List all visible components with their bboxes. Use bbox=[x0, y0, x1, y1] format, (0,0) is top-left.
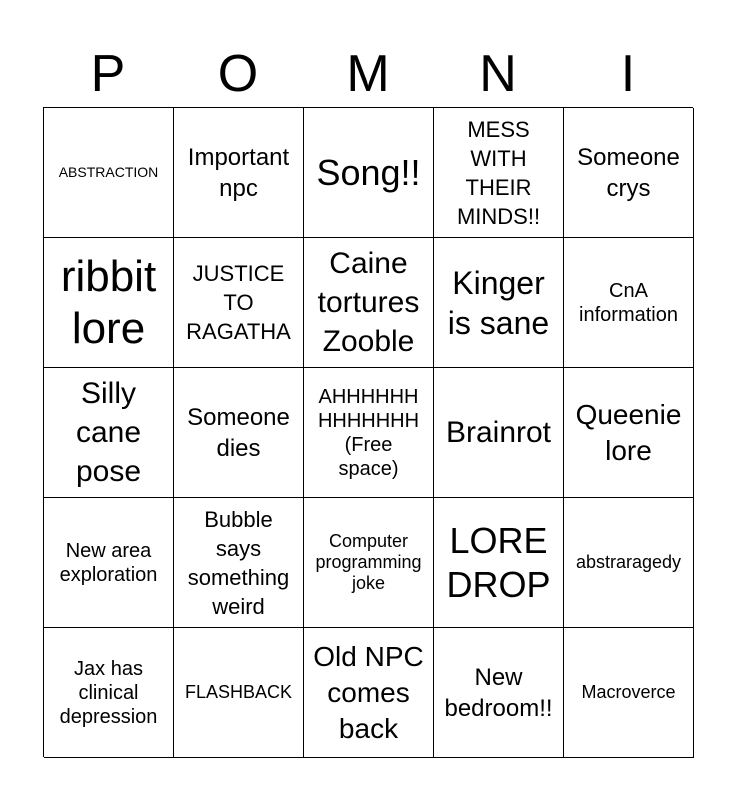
bingo-cell[interactable] bbox=[304, 498, 434, 628]
cell-text: JUSTICE TO RAGATHA bbox=[186, 261, 291, 344]
bingo-board bbox=[43, 107, 693, 757]
cell-text: abstraragedy bbox=[575, 552, 682, 572]
cell-text: Song!! bbox=[316, 151, 421, 193]
header-letter-i: I bbox=[620, 45, 636, 103]
bingo-cell[interactable] bbox=[44, 498, 174, 628]
bingo-cell[interactable] bbox=[44, 628, 174, 758]
bingo-cell[interactable] bbox=[564, 628, 694, 758]
cell-text: AHHHHHH HHHHHHH (Free space) bbox=[317, 385, 420, 480]
cell-text: Someone dies bbox=[187, 403, 290, 462]
cell-text: CnA information bbox=[579, 279, 678, 326]
cell-text: Caine tortures Zooble bbox=[317, 247, 420, 358]
bingo-cell[interactable] bbox=[434, 368, 564, 498]
cell-text: New bedroom!! bbox=[444, 663, 553, 722]
header-letter-n: N bbox=[479, 45, 517, 103]
header-letter-m: M bbox=[346, 45, 390, 103]
bingo-cell[interactable] bbox=[174, 498, 304, 628]
bingo-cell[interactable] bbox=[44, 368, 174, 498]
cell-text: ABSTRACTION bbox=[58, 164, 159, 180]
cell-text: Jax has clinical depression bbox=[59, 657, 158, 728]
cell-text: Bubble says something weird bbox=[187, 506, 290, 619]
cell-text: Old NPC comes back bbox=[313, 640, 424, 744]
bingo-cell[interactable] bbox=[304, 628, 434, 758]
cell-text: Important npc bbox=[187, 143, 290, 202]
bingo-cell[interactable] bbox=[174, 368, 304, 498]
cell-text: Queenie lore bbox=[575, 398, 682, 466]
bingo-cell[interactable] bbox=[564, 108, 694, 238]
cell-text: LORE DROP bbox=[446, 519, 551, 605]
cell-text: ribbit lore bbox=[60, 251, 157, 353]
cell-text: Computer programming joke bbox=[315, 531, 422, 593]
bingo-cell[interactable] bbox=[564, 238, 694, 368]
bingo-cell[interactable] bbox=[434, 108, 564, 238]
bingo-cell[interactable] bbox=[44, 108, 174, 238]
bingo-cell[interactable] bbox=[304, 108, 434, 238]
cell-text: Brainrot bbox=[445, 416, 552, 449]
bingo-cell[interactable] bbox=[564, 498, 694, 628]
bingo-cell[interactable] bbox=[174, 628, 304, 758]
cell-text: Someone crys bbox=[577, 143, 680, 202]
cell-text: MESS WITH THEIR MINDS!! bbox=[456, 116, 541, 229]
free-space-cell[interactable] bbox=[304, 368, 434, 498]
bingo-cell[interactable] bbox=[304, 238, 434, 368]
bingo-cell[interactable] bbox=[174, 238, 304, 368]
bingo-cell[interactable] bbox=[174, 108, 304, 238]
cell-text: FLASHBACK bbox=[184, 682, 293, 702]
cell-text: Kinger is sane bbox=[447, 264, 550, 341]
bingo-cell[interactable] bbox=[434, 238, 564, 368]
bingo-cell[interactable] bbox=[44, 238, 174, 368]
header-letter-p: P bbox=[90, 45, 126, 103]
bingo-cell[interactable] bbox=[564, 368, 694, 498]
bingo-cell[interactable] bbox=[434, 628, 564, 758]
header-letter-o: O bbox=[217, 45, 259, 103]
cell-text: New area exploration bbox=[59, 539, 158, 586]
bingo-header bbox=[43, 44, 693, 104]
cell-text: Macroverce bbox=[581, 682, 676, 702]
bingo-cell[interactable] bbox=[434, 498, 564, 628]
cell-text: Silly cane pose bbox=[75, 377, 142, 488]
